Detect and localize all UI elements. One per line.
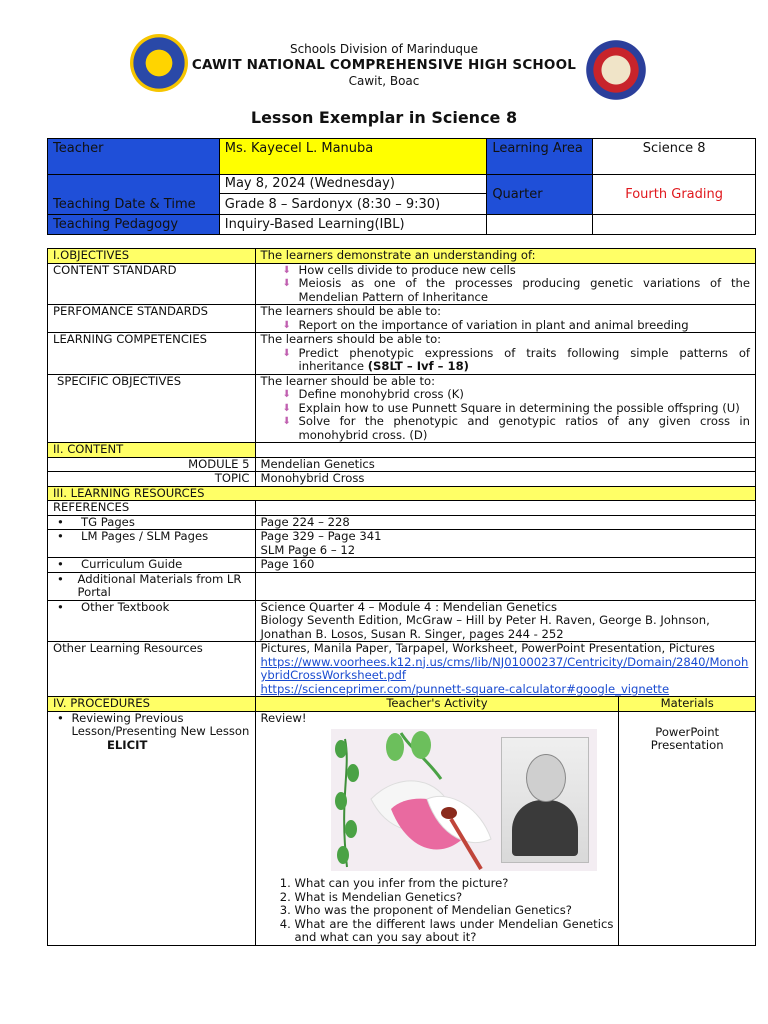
arrow-bullet-icon: ⬇ <box>282 389 291 400</box>
worksheet-link[interactable]: https://www.voorhees.k12.nj.us/cms/lib/NJ01000237/Centricity/Domain/2840/MonohybridCrossWorksheet.pdf <box>260 654 749 682</box>
objectives-intro: The learners demonstrate an understanding of: <box>255 249 755 264</box>
arrow-bullet-icon: ⬇ <box>282 347 291 359</box>
bullet-icon: • <box>57 710 64 725</box>
arrow-bullet-icon: ⬇ <box>282 319 291 331</box>
tg-pages-label: TG Pages <box>81 514 135 529</box>
textbook-module: Science Quarter 4 – Module 4 : Mendelian Genetics <box>260 599 557 614</box>
objectives-heading: I.OBJECTIVES <box>48 249 256 264</box>
materials-value: PowerPoint Presentation <box>619 711 756 945</box>
specific-objectives-label: SPECIFIC OBJECTIVES <box>48 374 256 443</box>
performance-standards-label: PERFOMANCE STANDARDS <box>48 305 256 333</box>
tg-pages-value: Page 224 – 228 <box>255 515 755 530</box>
bullet-icon: • <box>57 599 64 614</box>
specific-objective-item: Define monohybrid cross (K) <box>298 387 464 401</box>
arrow-bullet-icon: ⬇ <box>282 402 291 414</box>
teacher-label: Teacher <box>48 139 220 175</box>
mendel-portrait <box>501 737 589 863</box>
other-resources-label: Other Learning Resources <box>48 642 256 697</box>
content-standard-item: How cells divide to produce new cells <box>298 262 516 277</box>
document-header <box>0 30 768 100</box>
procedures-heading: IV. PROCEDURES <box>48 697 256 712</box>
arrow-bullet-icon: ⬇ <box>282 278 291 289</box>
textbook-biology: Biology Seventh Edition, McGraw – Hill by Peter H. Raven, George B. Johnson, Jonathan B. Losos, Susan R. Singer, pages 244 - 252 <box>260 613 710 641</box>
lesson-info-table <box>47 138 756 235</box>
time-value: Grade 8 – Sardonyx (8:30 – 9:30) <box>224 197 441 212</box>
materials-header: Materials <box>619 697 756 712</box>
arrow-bullet-icon: ⬇ <box>282 264 291 276</box>
school-name: CAWIT NATIONAL COMPREHENSIVE HIGH SCHOOL <box>191 57 577 73</box>
bullet-icon: • <box>57 557 64 571</box>
division-name: Schools Division of Marinduque <box>289 42 479 56</box>
list-item: 4. What are the different laws under Mendelian Genetics and what can you say about it? <box>295 918 614 945</box>
learning-area-value: Science 8 <box>593 139 756 175</box>
competency-item: Predict phenotypic expressions of traits following simple patterns of inheritance <box>298 345 750 373</box>
pea-plant-icon <box>331 729 501 871</box>
performance-intro: The learners should be able to: <box>260 304 442 318</box>
specific-objective-item: Solve for the phenotypic and genotypic ratios of any given cross in monohybrid cross. (D) <box>298 414 750 442</box>
bullet-icon: • <box>57 571 64 586</box>
curriculum-guide-label: Curriculum Guide <box>81 557 183 571</box>
competencies-intro: The learners should be able to: <box>260 332 442 346</box>
list-item: 1. What can you infer from the picture? <box>295 877 614 891</box>
review-label: Review! <box>260 710 307 725</box>
specific-objective-item: Explain how to use Punnett Square in determining the possible offspring (U) <box>298 400 740 415</box>
content-standard-label: CONTENT STANDARD <box>48 263 256 305</box>
date-label: Teaching Date & Time <box>48 175 220 215</box>
mendel-pea-picture <box>331 729 597 871</box>
module-value: Mendelian Genetics <box>255 457 755 472</box>
arrow-bullet-icon: ⬇ <box>282 416 291 427</box>
punnett-calculator-link[interactable]: https://scienceprimer.com/punnett-square-calculator#google_vignette <box>260 681 670 696</box>
review-questions <box>261 877 614 945</box>
pedagogy-value: Inquiry-Based Learning(IBL) <box>219 215 487 235</box>
content-heading: II. CONTENT <box>48 443 256 458</box>
other-resources-list: Pictures, Manila Paper, Tarpapel, Worksheet, PowerPoint Presentation, Pictures <box>260 641 715 655</box>
school-location: Cawit, Boac <box>348 74 420 88</box>
list-item: 2. What is Mendelian Genetics? <box>295 891 614 905</box>
quarter-label: Quarter <box>487 175 593 215</box>
content-standard-item: Meiosis as one of the processes producing genetic variations of the Mendelian Pattern of Inheritance <box>298 276 750 304</box>
learning-competencies-label: LEARNING COMPETENCIES <box>48 333 256 375</box>
curriculum-guide-value: Page 160 <box>255 558 755 573</box>
list-item: 3. Who was the proponent of Mendelian Genetics? <box>295 904 614 918</box>
references-label: REFERENCES <box>48 501 256 516</box>
procedure-phase: ELICIT <box>107 737 148 752</box>
procedure-step: Reviewing Previous Lesson/Presenting New Lesson <box>71 710 250 738</box>
resources-heading: III. LEARNING RESOURCES <box>48 486 756 501</box>
module-label: MODULE 5 <box>48 457 256 472</box>
lm-pages-label: LM Pages / SLM Pages <box>81 529 209 543</box>
pedagogy-label: Teaching Pedagogy <box>48 215 220 235</box>
additional-materials-label: Additional Materials from LR Portal <box>77 571 242 599</box>
topic-label: TOPIC <box>48 472 256 487</box>
lesson-plan-table <box>47 248 756 946</box>
page-title: Lesson Exemplar in Science 8 <box>250 108 518 127</box>
teacher-value: Ms. Kayecel L. Manuba <box>219 139 487 175</box>
other-textbook-label: Other Textbook <box>81 599 170 614</box>
performance-item: Report on the importance of variation in plant and animal breeding <box>298 317 689 332</box>
topic-value: Monohybrid Cross <box>255 472 755 487</box>
specific-intro: The learner should be able to: <box>260 373 436 388</box>
lm-pages-value: Page 329 – Page 341 <box>260 529 382 543</box>
bullet-icon: • <box>57 514 64 529</box>
slm-pages-value: SLM Page 6 – 12 <box>260 542 356 557</box>
quarter-value: Fourth Grading <box>593 175 756 215</box>
date-value: May 8, 2024 (Wednesday) <box>220 175 487 194</box>
bullet-icon: • <box>57 529 64 543</box>
learning-area-label: Learning Area <box>487 139 593 175</box>
competency-code: (S8LT – Ivf – 18) <box>367 359 469 373</box>
teacher-activity-header: Teacher's Activity <box>255 697 619 712</box>
